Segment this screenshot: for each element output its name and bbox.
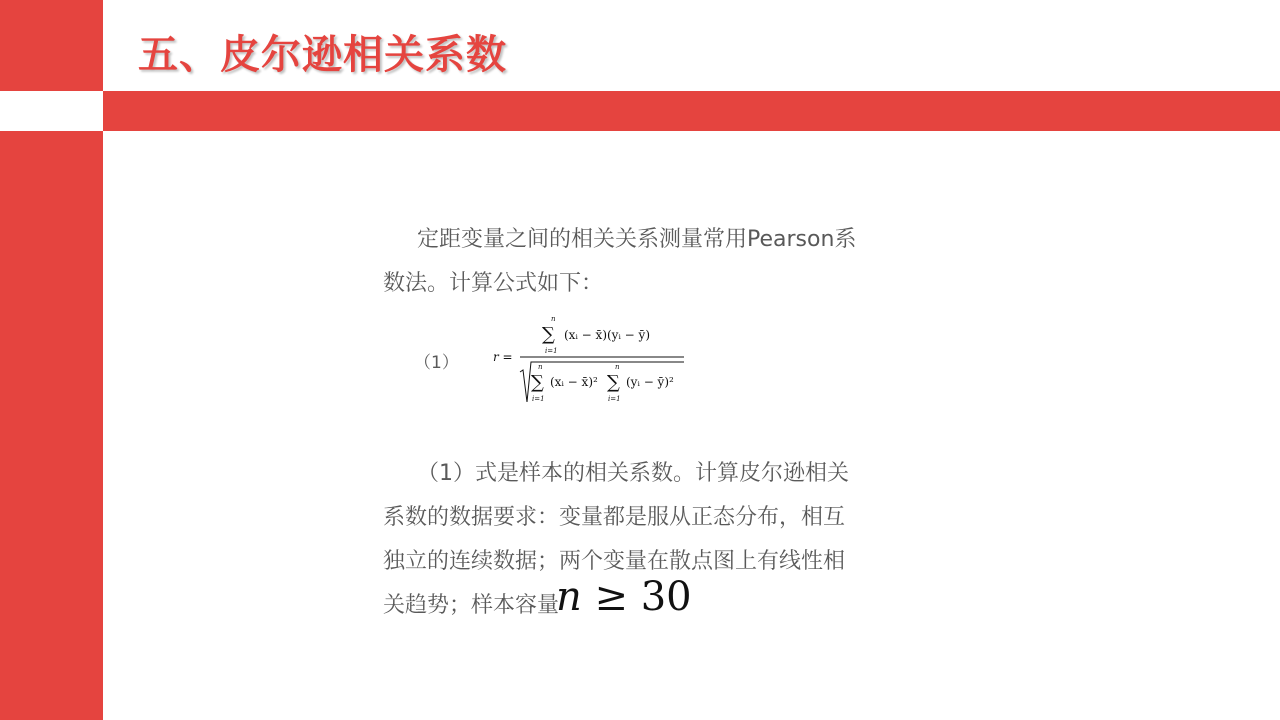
left-accent-bar-bottom (0, 131, 103, 720)
requirements-line-1: （1）式是样本的相关系数。计算皮尔逊相关 (417, 461, 849, 486)
intro-line-1: 定距变量之间的相关关系测量常用Pearson系 (417, 227, 857, 252)
den-sum2-upper: n (615, 363, 620, 371)
formula-numerator: (xᵢ − x̄)(yᵢ − ȳ) (564, 328, 651, 342)
formula-den-term-2: (yᵢ − ȳ)² (626, 375, 674, 389)
formula-den-term-1: (xᵢ − x̄)² (550, 375, 598, 389)
num-sum-lower: i=1 (545, 347, 558, 355)
pearson-formula-graphic (490, 312, 690, 408)
requirements-line-2: 系数的数据要求：变量都是服从正态分布，相互 (383, 505, 846, 530)
num-sum-symbol: ∑ (542, 324, 555, 345)
den-sum1-symbol: ∑ (531, 372, 544, 393)
sample-size-variable: n (556, 574, 582, 620)
requirements-line-4: 关趋势；样本容量 (383, 593, 560, 618)
den-sum2-symbol: ∑ (607, 372, 620, 393)
den-sum1-upper: n (538, 363, 543, 371)
num-sum-upper: n (551, 315, 556, 323)
formula-lhs: r = (493, 350, 513, 364)
left-accent-bar-top (0, 0, 103, 91)
sample-size-relation: ≥ (594, 574, 628, 620)
requirements-line-3: 独立的连续数据；两个变量在散点图上有线性相 (383, 549, 846, 574)
intro-line-2: 数法。计算公式如下： (383, 271, 604, 296)
den-sum2-lower: i=1 (608, 395, 621, 403)
pearson-formula (490, 312, 690, 412)
den-sum1-lower: i=1 (532, 395, 545, 403)
title-underline-band (103, 91, 1280, 131)
slide-title: 五、皮尔逊相关系数 (138, 32, 507, 78)
intro-paragraph (383, 218, 895, 306)
sample-size-condition (556, 574, 692, 620)
equation-number: （1） (414, 353, 459, 373)
sample-size-value: 30 (640, 574, 692, 620)
